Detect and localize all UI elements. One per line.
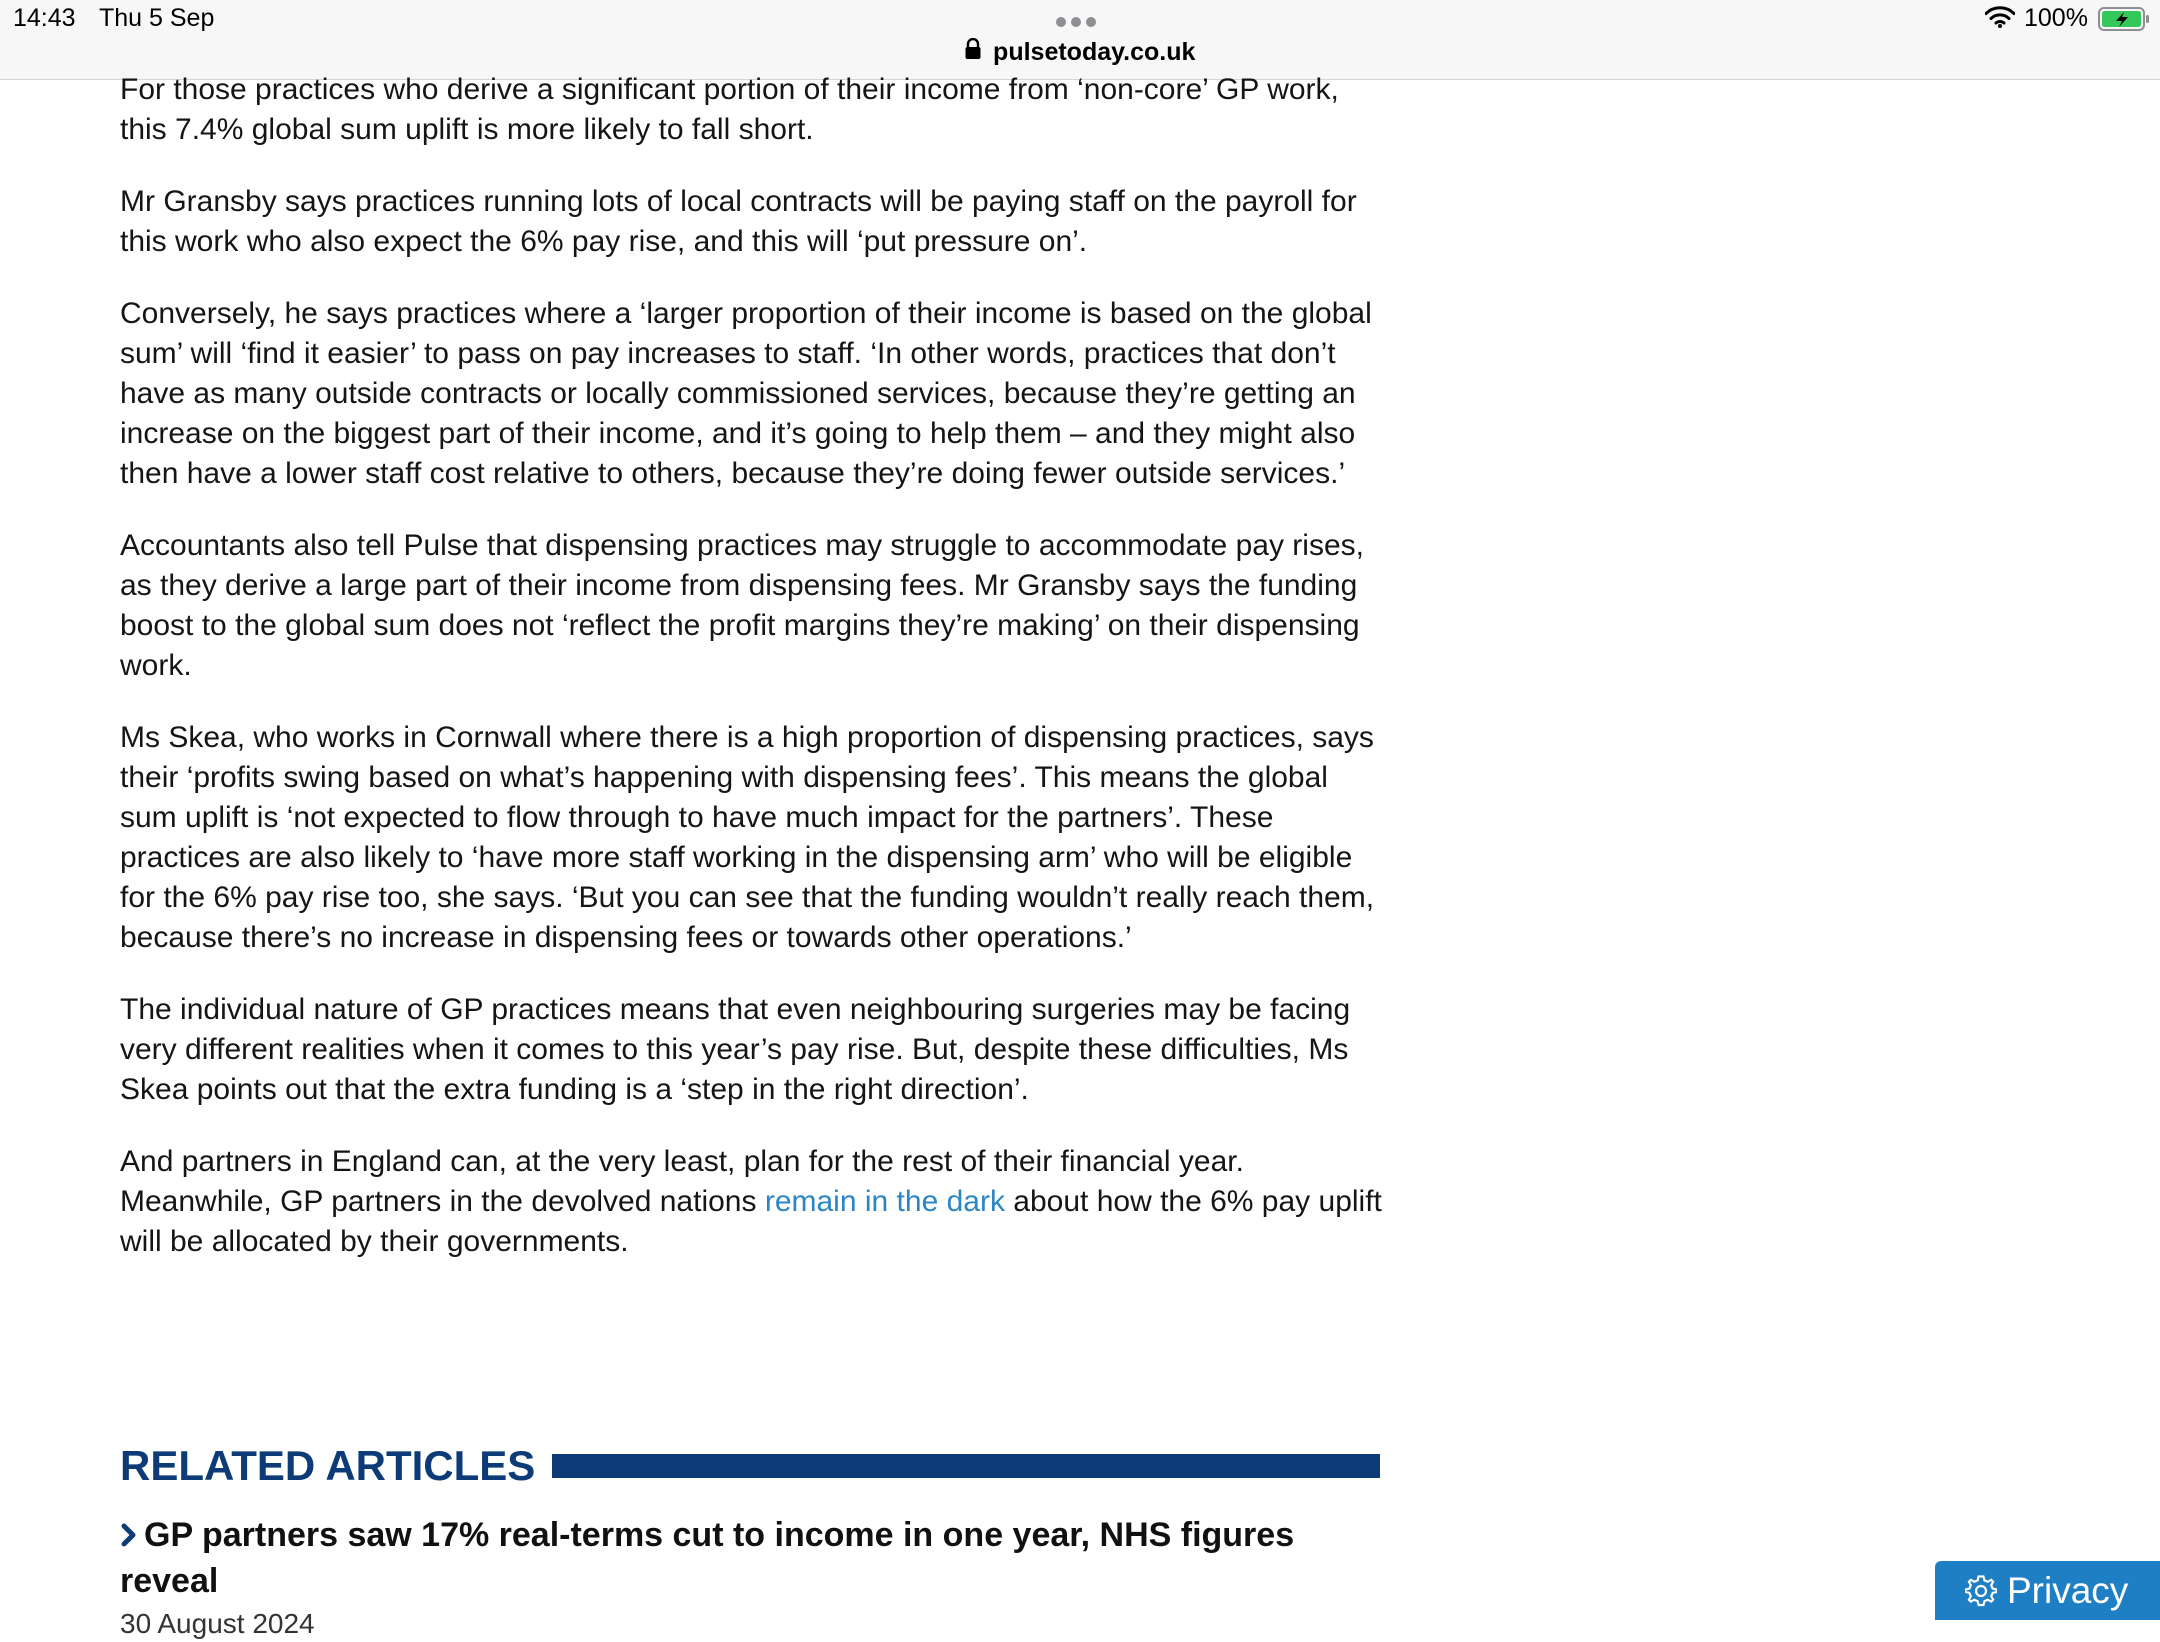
article-paragraph: Conversely, he says practices where a ‘larger proportion of their income is based on the global sum’ will ‘find it easier’ to pass on pay increases to staff. ‘In other words, practices that don’t have as many outside contracts or locally commissioned services, because they’re getting an increase on the biggest part of their income, and it’s going to help them – and they might also then have a lower staff cost relative to others, because they’re doing fewer outside services.’: [120, 297, 1372, 490]
article-paragraph: The individual nature of GP practices means that even neighbouring surgeries may be facing very different realities when it comes to this year’s pay rise. But, despite these difficulties, Ms Skea points out that the extra funding is a ‘step in the right direction’.: [120, 993, 1351, 1106]
related-articles-header: [120, 1440, 1380, 1492]
article-paragraph-final: [120, 1142, 1390, 1262]
related-article-date: 30 August 2024: [120, 1608, 315, 1639]
battery-percent: 100%: [2024, 4, 2088, 32]
related-article-title[interactable]: GP partners saw 17% real-terms cut to income in one year, NHS figures reveal: [120, 1516, 1295, 1600]
chevron-right-icon: [120, 1522, 138, 1548]
privacy-button[interactable]: [1935, 1561, 2160, 1620]
related-article-item[interactable]: [120, 1512, 1350, 1642]
address-bar[interactable]: [0, 38, 2160, 70]
gear-icon: [1965, 1575, 1997, 1607]
remain-in-the-dark-link[interactable]: remain in the dark: [764, 1185, 1005, 1218]
lock-icon: [965, 38, 981, 60]
related-articles-heading: RELATED ARTICLES: [120, 1442, 536, 1489]
status-time: 14:43: [13, 4, 76, 32]
article-paragraph: Accountants also tell Pulse that dispensing practices may struggle to accommodate pay rises, as they derive a large part of their income from dispensing fees. Mr Gransby says the funding boost to the global sum does not ‘reflect the profit margins they’re making’ on their dispensing work.: [120, 529, 1364, 682]
wifi-icon: [1985, 6, 2015, 28]
article-body: [120, 70, 1390, 1294]
related-article-title-row[interactable]: [120, 1512, 1350, 1604]
paragraph-text: about how the 6% pay uplift will be allocated by their governments.: [120, 1185, 1382, 1258]
status-date: Thu 5 Sep: [99, 4, 215, 32]
article-paragraph: Mr Gransby says practices running lots of local contracts will be paying staff on the payroll for this work who also expect the 6% pay rise, and this will ‘put pressure on’.: [120, 185, 1357, 258]
article-paragraph: For those practices who derive a significant portion of their income from ‘non-core’ GP work, this 7.4% global sum uplift is more likely to fall short.: [120, 73, 1339, 146]
related-articles-divider: [552, 1454, 1380, 1478]
multitasking-dots-icon[interactable]: [1056, 14, 1102, 24]
status-bar: [0, 0, 2160, 80]
battery-charging-icon: [2098, 7, 2150, 31]
url-text: pulsetoday.co.uk: [993, 38, 1196, 67]
paragraph-text: And partners in England can, at the very least, plan for the rest of their financial year. Meanwhile, GP partners in the devolved nations: [120, 1145, 1244, 1218]
privacy-label: Privacy: [2007, 1570, 2129, 1611]
article-paragraph: Ms Skea, who works in Cornwall where there is a high proportion of dispensing practices, says their ‘profits swing based on what’s happening with dispensing fees’. This means the global sum uplift is ‘not expected to flow through to have much impact for the partners’. These practices are also likely to ‘have more staff working in the dispensing arm’ who will be eligible for the 6% pay rise too, she says. ‘But you can see that the funding wouldn’t really reach them, because there’s no increase in dispensing fees or towards other operations.’: [120, 721, 1375, 954]
